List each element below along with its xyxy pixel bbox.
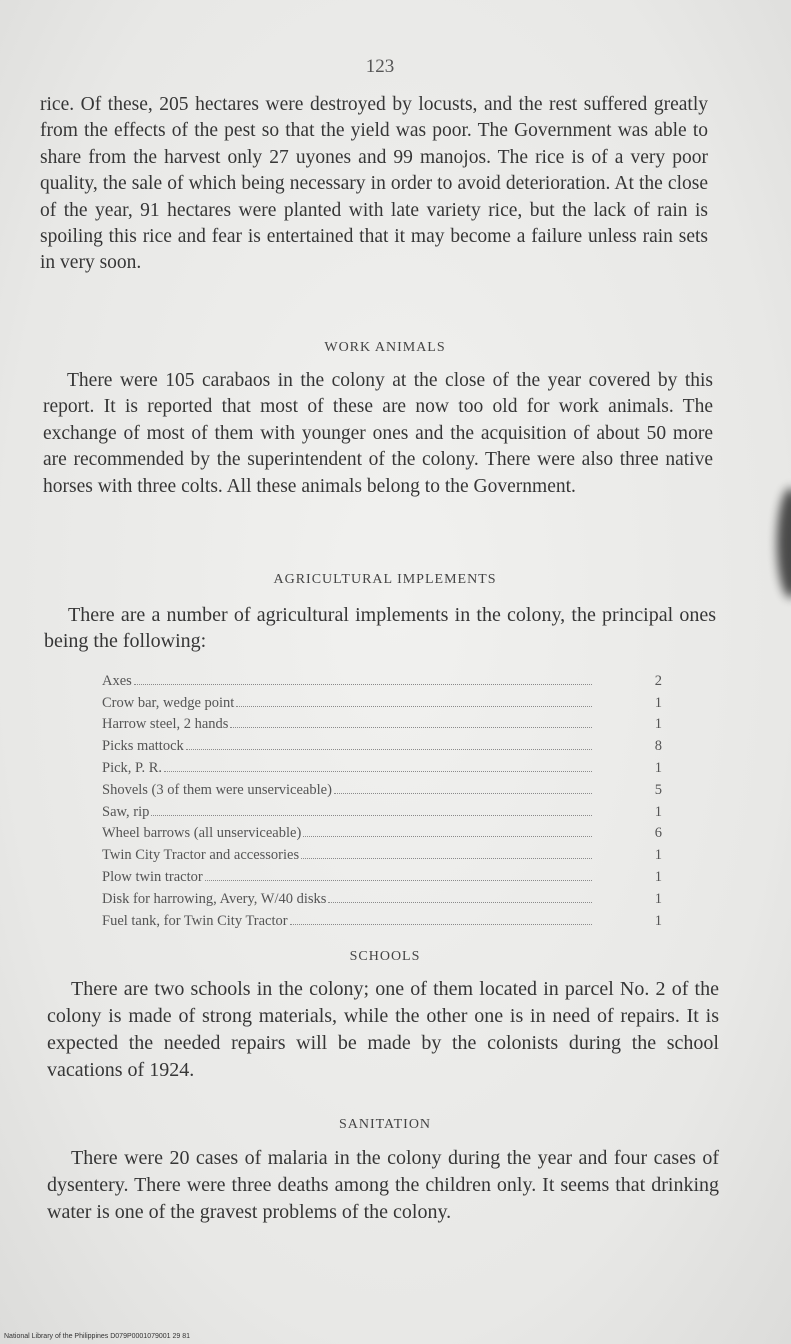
implement-quantity: 1 <box>654 868 662 885</box>
implement-name: Pick, P. R. <box>102 759 163 776</box>
implement-quantity: 1 <box>654 803 662 820</box>
sanitation-paragraph: There were 20 cases of malaria in the colony during the year and four cases of dysentery. There were three deaths among the children only. It seems that drinking water is one of the gravest problems of the colony. <box>47 1147 719 1223</box>
implement-quantity: 1 <box>654 759 662 776</box>
implement-row <box>102 864 662 886</box>
agricultural-implements-paragraph: There are a number of agricultural implements in the colony, the principal ones being the following: <box>44 604 716 653</box>
implement-name: Shovels (3 of them were unserviceable) <box>102 781 332 798</box>
dot-leader <box>230 727 592 728</box>
implement-name: Twin City Tractor and accessories <box>102 847 300 864</box>
dot-leader <box>290 924 592 925</box>
implement-name: Harrow steel, 2 hands <box>102 716 229 733</box>
implement-name: Crow bar, wedge point <box>102 694 235 711</box>
schools-paragraph: There are two schools in the colony; one of them located in parcel No. 2 of the colony is made of strong materials, while the other one is in need of repairs. It is expected the needed repairs will be made by the colonists during the school vacations of 1924. <box>47 978 719 1081</box>
implement-quantity: 5 <box>654 781 662 798</box>
implements-list <box>102 668 662 930</box>
dot-leader <box>334 793 592 794</box>
intro-paragraph: rice. Of these, 205 hectares were destroyed by locusts, and the rest suffered greatly from the effects of the pest so that the yield was poor. The Government was able to share from the harvest only 27 uyones and 99 manojos. The rice is of a very poor quality, the sale of which being necessary in order to avoid deterioration. At the close of the year, 91 hectares were planted with late variety rice, but the lack of rain is spoiling this rice and fear is entertained that it may become a failure unless rain sets in very soon. <box>40 94 708 274</box>
implement-row <box>102 799 662 821</box>
implement-row <box>102 777 662 799</box>
dot-leader <box>301 858 592 859</box>
implement-quantity: 1 <box>654 694 662 711</box>
implement-name: Fuel tank, for Twin City Tractor <box>102 912 288 929</box>
dot-leader <box>205 880 592 881</box>
dot-leader <box>151 815 592 816</box>
work-animals-paragraph: There were 105 carabaos in the colony at the close of the year covered by this report. It is reported that most of these are now too old for work animals. The exchange of most of them with younger ones and the acquisition of about 50 more are recommended by the superintendent of the colony. There were also three native horses with three colts. All these animals belong to the Government. <box>43 370 713 497</box>
implement-quantity: 1 <box>654 890 662 907</box>
implement-name: Plow twin tractor <box>102 868 203 885</box>
implement-row <box>102 755 662 777</box>
implement-row <box>102 821 662 843</box>
implement-row <box>102 886 662 908</box>
dot-leader <box>186 749 592 750</box>
dot-leader <box>134 684 592 685</box>
page-number: 123 <box>365 56 395 77</box>
implement-quantity: 2 <box>654 672 662 689</box>
implement-name: Disk for harrowing, Avery, W/40 disks <box>102 890 327 907</box>
sanitation-heading: SANITATION <box>338 1117 432 1132</box>
implement-row <box>102 668 662 690</box>
dot-leader <box>236 706 592 707</box>
implement-name: Saw, rip <box>102 803 150 820</box>
implement-quantity: 1 <box>654 847 662 864</box>
implement-quantity: 6 <box>654 825 662 842</box>
dot-leader <box>303 836 592 837</box>
schools-heading: SCHOOLS <box>349 949 421 964</box>
dot-leader <box>328 902 592 903</box>
implement-name: Wheel barrows (all unserviceable) <box>102 825 302 842</box>
implement-row <box>102 908 662 930</box>
implement-quantity: 1 <box>654 912 662 929</box>
implement-row <box>102 712 662 734</box>
footer-archive-label: National Library of the Philippines D079P0001079001 29 81 <box>4 1333 191 1340</box>
agricultural-implements-heading: AGRICULTURAL IMPLEMENTS <box>273 572 497 587</box>
page-edge-shadow <box>777 488 791 598</box>
implement-row <box>102 690 662 712</box>
implement-name: Picks mattock <box>102 738 184 755</box>
implement-row <box>102 733 662 755</box>
work-animals-heading: WORK ANIMALS <box>324 340 446 355</box>
implement-name: Axes <box>102 672 132 689</box>
implement-row <box>102 842 662 864</box>
dot-leader <box>164 771 592 772</box>
implement-quantity: 1 <box>654 716 662 733</box>
implement-quantity: 8 <box>654 738 662 755</box>
